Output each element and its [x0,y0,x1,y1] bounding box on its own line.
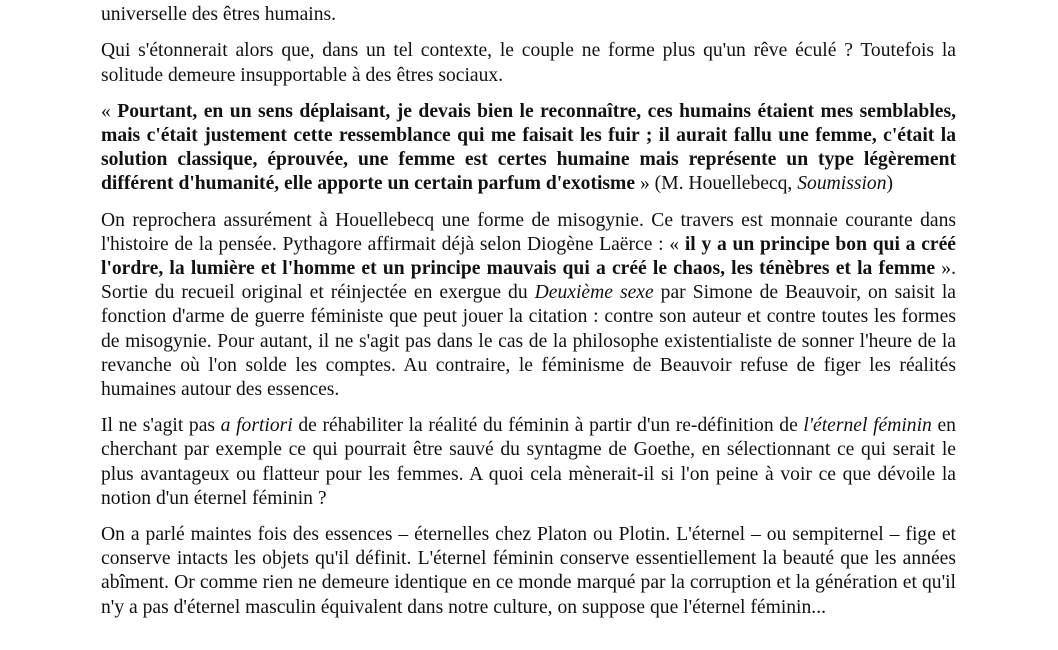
text-segment: ». Sortie du recueil original et réinjectée en exergue du [101,258,956,304]
italic-phrase: a fortiori [220,415,293,437]
paragraph-continued [101,0,956,27]
paragraph [101,209,956,403]
text-segment: en cherchant par exemple ce qui pourrait être sauvé du syntagme de Goethe, en sélectionnant ce qui serait le plus avantageux ou flatteur pour les femmes. A quoi cela mènerait-il si l'on peine à voir ce que dévoile la notion d'un éternel féminin ? [101,415,956,509]
quote-attribution: » (M. Houellebecq, [635,173,798,195]
text-segment: de réhabiliter la réalité du féminin à partir d'un re-définition de [292,415,804,437]
text-segment: ) [886,173,894,195]
quote-text: Pourtant, en un sens déplaisant, je devais bien le reconnaître, ces humains étaient mes semblables, mais c'était justement cette ressemblance qui me faisait les fuir ; il aurait fallu une femme, c'était la solution classique, éprouvée, une femme est certes humaine mais représente un type légèrement différent d'humanité, elle apporte un certain parfum d'exotisme [101,100,956,195]
text-segment: par Simone de Beauvoir, on saisit la fonction d'arme de guerre féministe que peut jouer la citation : contre son auteur et contre toutes les formes de misogynie. Pour autant, il ne s'agit pas dans le cas de la philosophe existentialiste de sonner l'heure de la revanche où l'on solde les comptes. Au contraire, le féminisme de Beauvoir refuse de figer les réalités humaines autour des essences. [101,282,956,401]
book-title: Deuxième sexe [534,282,654,304]
document-page [101,0,956,620]
open-quote: « [101,100,118,122]
clipped-line [101,0,106,1]
text-segment: On a parlé maintes fois des essences – éternelles chez Platon ou Plotin. L'éternel – ou sempiternel – fige et conserve intacts les objets qu'il définit. L'éternel féminin conserve essentiellement la beauté que les années abîment. Or comme rien ne demeure identique en ce monde marqué par la corruption et la génération et qu'il n'y a pas d'éternel masculin équivalent dans notre culture, on suppose que l'éternel féminin... [101,524,956,618]
italic-phrase: l'éternel féminin [803,415,932,437]
text-segment: On reprochera assurément à Houellebecq une forme de misogynie. Ce travers est monnaie courante dans l'histoire de la pensée. Pythagore affirmait déjà selon Diogène Laërce : « [101,209,956,255]
paragraph [101,39,956,87]
text-segment: Qui s'étonnerait alors que, dans un tel contexte, le couple ne forme plus qu'un rêve éculé ? Toutefois la solitude demeure insupportable à des êtres sociaux. [101,40,956,86]
paragraph [101,414,956,511]
paragraph [101,523,956,620]
quote-paragraph [101,100,956,197]
quote-text: il y a un principe bon qui a créé l'ordre, la lumière et l'homme et un principe mauvais qui a créé le chaos, les ténèbres et la femme [101,233,956,280]
text-segment: universelle des êtres humains. [101,4,337,26]
text-segment: Il ne s'agit pas [101,415,221,437]
book-title: Soumission [797,173,887,195]
